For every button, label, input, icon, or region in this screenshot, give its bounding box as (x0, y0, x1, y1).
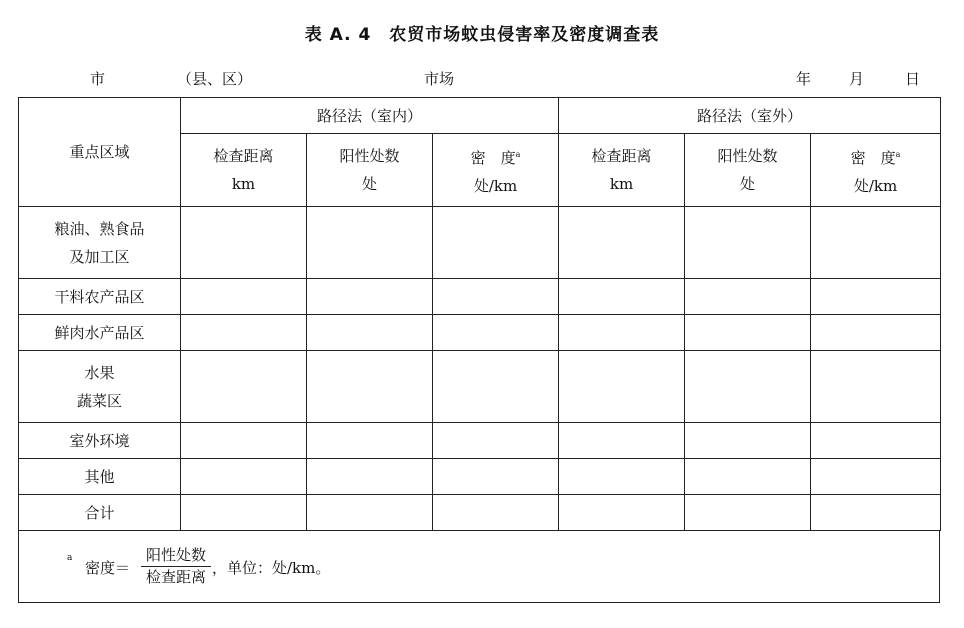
column-header (559, 134, 685, 207)
column-header-line2: 处 (740, 175, 756, 193)
data-cell[interactable] (685, 423, 811, 459)
footnote-box (18, 531, 940, 603)
data-cell[interactable] (811, 279, 941, 315)
column-header-line2: 处/km (473, 176, 518, 195)
data-cell[interactable] (685, 207, 811, 279)
data-cell[interactable] (559, 279, 685, 315)
fraction-bar (141, 566, 211, 567)
row-label-line1: 粮油、熟食品 (54, 219, 145, 238)
data-cell[interactable] (559, 459, 685, 495)
row-label-line2: 蔬菜区 (76, 391, 122, 410)
column-header-line1: 检查距离 (591, 147, 652, 165)
formula-numerator: 阳性处数 (145, 546, 206, 564)
data-cell[interactable] (433, 459, 559, 495)
row-label-line1: 水果 (84, 363, 115, 382)
data-cell[interactable] (307, 279, 433, 315)
data-cell[interactable] (307, 495, 433, 531)
column-header-line2: km (609, 175, 634, 193)
data-cell[interactable] (181, 351, 307, 423)
meta-county: （县、区） (177, 70, 253, 88)
data-cell[interactable] (307, 315, 433, 351)
column-header-line1: 阳性处数 (717, 147, 778, 165)
column-header (307, 134, 433, 207)
data-cell[interactable] (685, 459, 811, 495)
row-label (19, 207, 181, 279)
data-cell[interactable] (307, 207, 433, 279)
data-cell[interactable] (685, 315, 811, 351)
data-cell[interactable] (433, 423, 559, 459)
column-header (811, 134, 941, 207)
footnote-unit: ，单位：处/km。 (212, 559, 331, 577)
table-title: 表 A. 4 农贸市场蚊虫侵害率及密度调查表 (304, 25, 660, 45)
data-cell[interactable] (811, 351, 941, 423)
data-cell[interactable] (559, 351, 685, 423)
data-cell[interactable] (685, 279, 811, 315)
column-header (181, 134, 307, 207)
column-header-line2: 处 (361, 175, 377, 193)
column-header-line1: 密 度 (850, 148, 896, 167)
data-cell[interactable] (433, 495, 559, 531)
table-row-total (19, 495, 941, 531)
meta-city: 市 (90, 70, 106, 88)
data-cell[interactable] (433, 351, 559, 423)
row-label: 其他 (19, 459, 181, 495)
data-cell[interactable] (181, 495, 307, 531)
column-header (433, 134, 559, 207)
table-row (19, 351, 941, 423)
data-cell[interactable] (811, 207, 941, 279)
meta-month: 月 (849, 70, 865, 88)
column-header (685, 134, 811, 207)
density-formula-fraction (141, 546, 211, 587)
footnote-label: 密度＝ (85, 559, 131, 577)
table-row (19, 423, 941, 459)
table-row (19, 315, 941, 351)
row-label: 干料农产品区 (19, 279, 181, 315)
data-cell[interactable] (307, 351, 433, 423)
table-row (19, 459, 941, 495)
row-header-cell: 重点区域 (19, 98, 181, 207)
data-cell[interactable] (181, 459, 307, 495)
meta-day: 日 (905, 70, 921, 88)
data-cell[interactable] (433, 207, 559, 279)
data-cell[interactable] (181, 279, 307, 315)
data-cell[interactable] (559, 207, 685, 279)
data-cell[interactable] (181, 315, 307, 351)
data-cell[interactable] (811, 495, 941, 531)
data-cell[interactable] (685, 351, 811, 423)
data-cell[interactable] (307, 423, 433, 459)
footnote-mark: a (67, 553, 73, 563)
column-header-line2: km (231, 175, 256, 193)
meta-year: 年 (796, 70, 812, 88)
data-cell[interactable] (559, 315, 685, 351)
group-header-indoor: 路径法（室内） (181, 98, 559, 134)
header-row-groups (19, 98, 941, 134)
data-cell[interactable] (307, 459, 433, 495)
row-label: 鲜肉水产品区 (19, 315, 181, 351)
data-cell[interactable] (181, 423, 307, 459)
data-cell[interactable] (811, 459, 941, 495)
row-label: 室外环境 (19, 423, 181, 459)
row-label: 合计 (19, 495, 181, 531)
row-label (19, 351, 181, 423)
column-header-line1: 阳性处数 (339, 147, 400, 165)
column-header-line2: 处/km (853, 176, 898, 195)
row-label-line2: 及加工区 (69, 247, 130, 266)
formula-denominator: 检查距离 (145, 568, 206, 586)
survey-table (18, 97, 941, 531)
data-cell[interactable] (685, 495, 811, 531)
data-cell[interactable] (559, 495, 685, 531)
table-row (19, 207, 941, 279)
table-row (19, 279, 941, 315)
data-cell[interactable] (181, 207, 307, 279)
data-cell[interactable] (433, 315, 559, 351)
group-header-outdoor: 路径法（室外） (559, 98, 941, 134)
footnote-ref-mark: a (515, 149, 521, 159)
meta-market: 市场 (424, 70, 455, 88)
data-cell[interactable] (811, 423, 941, 459)
data-cell[interactable] (433, 279, 559, 315)
data-cell[interactable] (811, 315, 941, 351)
column-header-line1: 密 度 (470, 148, 516, 167)
column-header-line1: 检查距离 (213, 147, 274, 165)
data-cell[interactable] (559, 423, 685, 459)
footnote-ref-mark: a (895, 149, 901, 159)
